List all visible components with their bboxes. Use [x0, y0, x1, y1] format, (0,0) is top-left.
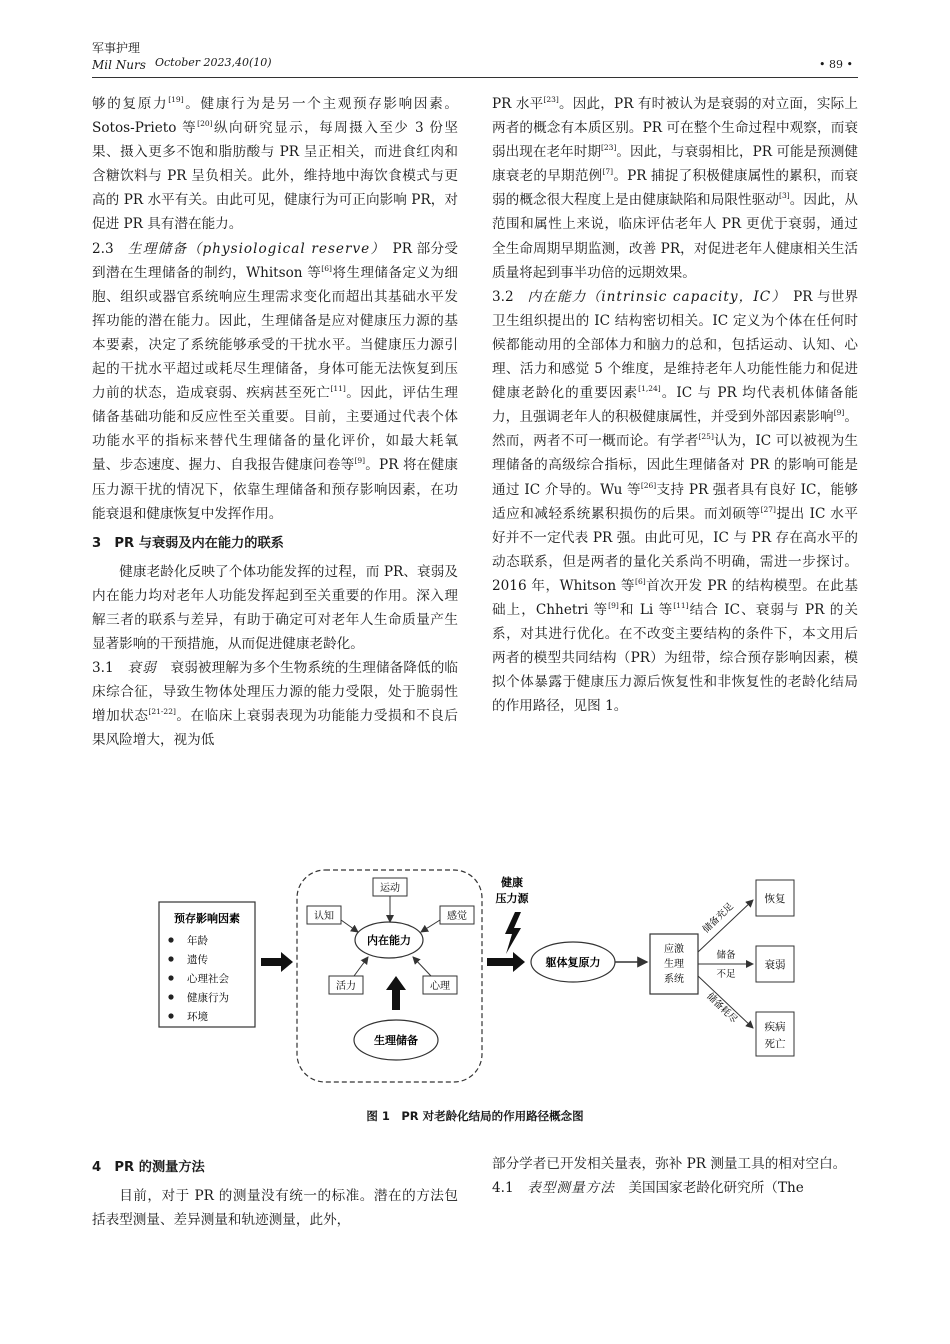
bullet-icon	[168, 1013, 173, 1018]
journal-cn: 军事护理	[92, 41, 141, 55]
factor-item: 遗传	[187, 954, 208, 966]
section-3-heading: 3 PR 与衰弱及内在能力的联系	[92, 535, 284, 551]
system-line-1: 应激	[664, 944, 684, 955]
link-vitality	[354, 957, 368, 976]
outcome-disease-2: 死亡	[764, 1038, 786, 1050]
physiological-reserve-label: 生理储备	[374, 1034, 418, 1047]
bullet-icon	[168, 937, 173, 942]
paragraph-health-behavior: 够的复原力[19]。健康行为是另一个主观预存影响因素。Sotos-Prieto 等[20]纵向研究显示，每周摄入至少 3 份坚果、摄入更多不饱和脂肪酸与 PR 呈正相关，而进食红肉和含糖饮料与 PR 呈负相关。此外，维持地中海饮食模式与更高的 PR 水平有关。由此可见，健康行为可正向影响 PR，对促进 PR 具有潜在能力。	[92, 95, 459, 233]
factor-item: 心理社会	[187, 973, 229, 985]
stressor-label-1: 健康	[501, 876, 523, 889]
subsection-title: 内在能力（intrinsic capacity，IC）	[527, 288, 780, 305]
bottom-left-column	[92, 1156, 458, 1232]
dim-vitality: 活力	[336, 981, 356, 992]
lightning-icon	[505, 912, 521, 954]
factor-item: 健康行为	[187, 992, 229, 1004]
journal-title	[92, 40, 146, 74]
section-4-heading: 4 PR 的测量方法	[92, 1160, 205, 1175]
intrinsic-capacity-label: 内在能力	[367, 934, 411, 947]
dim-psych: 心理	[430, 981, 450, 992]
factor-item: 年龄	[187, 935, 208, 947]
system-line-2: 生理	[664, 959, 684, 970]
factors-title: 预存影响因素	[174, 912, 240, 925]
dim-motion: 运动	[380, 883, 400, 894]
branch-insufficient-1: 储备	[716, 950, 736, 961]
link-sense	[421, 920, 440, 932]
arrow-ic-to-pr	[487, 952, 525, 972]
journal-en: Mil Nurs	[92, 58, 146, 72]
branch-disease	[698, 976, 753, 1028]
outcome-disease-1: 疾病	[764, 1021, 786, 1033]
section-3-2: 3.2 内在能力（intrinsic capacity，IC） PR 与世界卫生组织提出的 IC 结构密切相关。IC 定义为个体在任何时候都能动用的全部体力和脑力的总和，包括运动、认知、心理、活力和感觉 5 个维度，是维持老年人功能性能力和促进健康老龄化的重要因素[1,24]。IC 与 PR 均代表机体储备能力，且强调老年人的积极健康属性，并受到外部因素影响[9]。然而，两者不可一概而论。有学者[25]认为，IC 可以被视为生理储备的高级综合指标，因此生理储备对 PR 的影响可能是通过 IC 介导的。Wu 等[26]支持 PR 强者具有良好 IC，能够适应和减轻系统累积损伤的后果。而刘硕等[27]提出 IC 水平好并不一定代表 PR 强。由此可见，IC 与 PR 存在高水平的动态联系，但是两者的量化关系尚不明确，需进一步探讨。2016 年，Whitson 等[6]首次开发 PR 的结构模型。在此基础上，Chhetri 等[9]和 Li 等[11]结合 IC、衰弱与 PR 的关系，对其进行优化。在不改变主要结构的条件下，本文用后两者的模型共同结构（PR）为纽带，综合预存影响因素，模拟个体暴露于健康压力源后恢复性和非恢复性的老龄化结局的作用路径，见图 1。	[492, 288, 859, 715]
header-rule	[92, 77, 858, 78]
link-cognition	[341, 920, 358, 932]
section-3-paragraph: 健康老龄化反映了个体功能发挥的过程，而 PR、衰弱及内在能力均对老年人功能发挥起到至关重要的作用。深入理解三者的联系与差异，有助于确定可对老年人生命质量产生显著影响的干预措施，从而促进健康老龄化。	[92, 563, 458, 653]
section-4-1: 4.1 表型测量方法 美国国家老龄化研究所（The	[492, 1180, 804, 1197]
factor-item: 环境	[187, 1011, 208, 1023]
arrow-reserve-to-ic	[386, 976, 406, 1010]
issue-date: October 2023,40(10)	[155, 56, 272, 69]
dim-sense: 感觉	[447, 911, 467, 922]
outcome-recover: 恢复	[764, 893, 786, 905]
figure-1-diagram	[155, 860, 795, 1100]
subsection-title: 表型测量方法	[527, 1180, 615, 1197]
arrow-factors-to-ic	[261, 952, 293, 972]
bullet-icon	[168, 994, 173, 999]
right-column	[492, 92, 858, 718]
section-3-1: 3.1 衰弱 衰弱被理解为多个生物系统的生理储备降低的临床综合征，导致生物体处理压力源的能力受限，处于脆弱性增加状态[21-22]。在临床上衰弱表现为功能能力受损和不良后果风险增大，视为低	[92, 660, 459, 749]
branch-sufficient-label: 储备充足	[700, 901, 736, 936]
subsection-title: 生理储备（physiological reserve）	[127, 240, 379, 257]
bottom-right-column	[492, 1152, 858, 1200]
left-column	[92, 92, 458, 753]
system-line-3: 系统	[664, 974, 684, 985]
dim-cognition: 认知	[314, 911, 334, 922]
outcome-frail: 衰弱	[764, 959, 786, 971]
branch-insufficient-2: 不足	[716, 969, 736, 980]
section-2-3: 2.3 生理储备（physiological reserve） PR 部分受到潜在生理储备的制约，Whitson 等[6]将生理储备定义为细胞、组织或器官系统响应生理需求变化而超出其基础水平发挥功能的潜在能力。因此，生理储备是应对健康压力源的基本要素，决定了系统能够承受的干扰水平。当健康压力源引起的干扰水平超过或耗尽生理储备，身体可能无法恢复到压力前的状态，造成衰弱、疾病甚至死亡[11]。因此，评估生理储备基础功能和反应性至关重要。目前，主要通过代表个体功能水平的指标来替代生理储备的量化评价，如最大耗氧量、步态速度、握力、自我报告健康问卷等[9]。PR 将在健康压力源干扰的情况下，依靠生理储备和预存影响因素，在功能衰退和健康恢复中发挥作用。	[92, 240, 459, 522]
bullet-icon	[168, 975, 173, 980]
physical-resilience-label: 躯体复原力	[545, 956, 601, 969]
link-psych	[413, 957, 431, 976]
stressor-label-2: 压力源	[495, 892, 529, 905]
figure-caption: 图 1 PR 对老龄化结局的作用路径概念图	[366, 1109, 584, 1123]
page-number: • 89 •	[819, 58, 853, 71]
subsection-title: 衰弱	[127, 660, 157, 677]
branch-exhausted-label: 储备耗尽	[704, 991, 740, 1026]
paragraph-pr-frailty: PR 水平[23]。因此，PR 有时被认为是衰弱的对立面，实际上两者的概念有本质区别。PR 可在整个生命过程中观察，而衰弱出现在老年时期[23]。因此，与衰弱相比，PR 可能是预测健康衰老的早期范例[7]。PR 捕捉了积极健康属性的累积，而衰弱的概念很大程度上是由健康缺陷和局限性驱动[3]。因此，从范围和属性上来说，临床评估老年人 PR 更优于衰弱，通过全生命周期早期监测，改善 PR，对促进老年人健康相关生活质量将起到事半功倍的远期效果。	[492, 95, 859, 281]
section-4-continuation: 部分学者已开发相关量表，弥补 PR 测量工具的相对空白。	[492, 1156, 847, 1172]
bullet-icon	[168, 956, 173, 961]
section-4-paragraph: 目前，对于 PR 的测量没有统一的标准。潜在的方法包括表型测量、差异测量和轨迹测量，此外，	[92, 1188, 458, 1229]
